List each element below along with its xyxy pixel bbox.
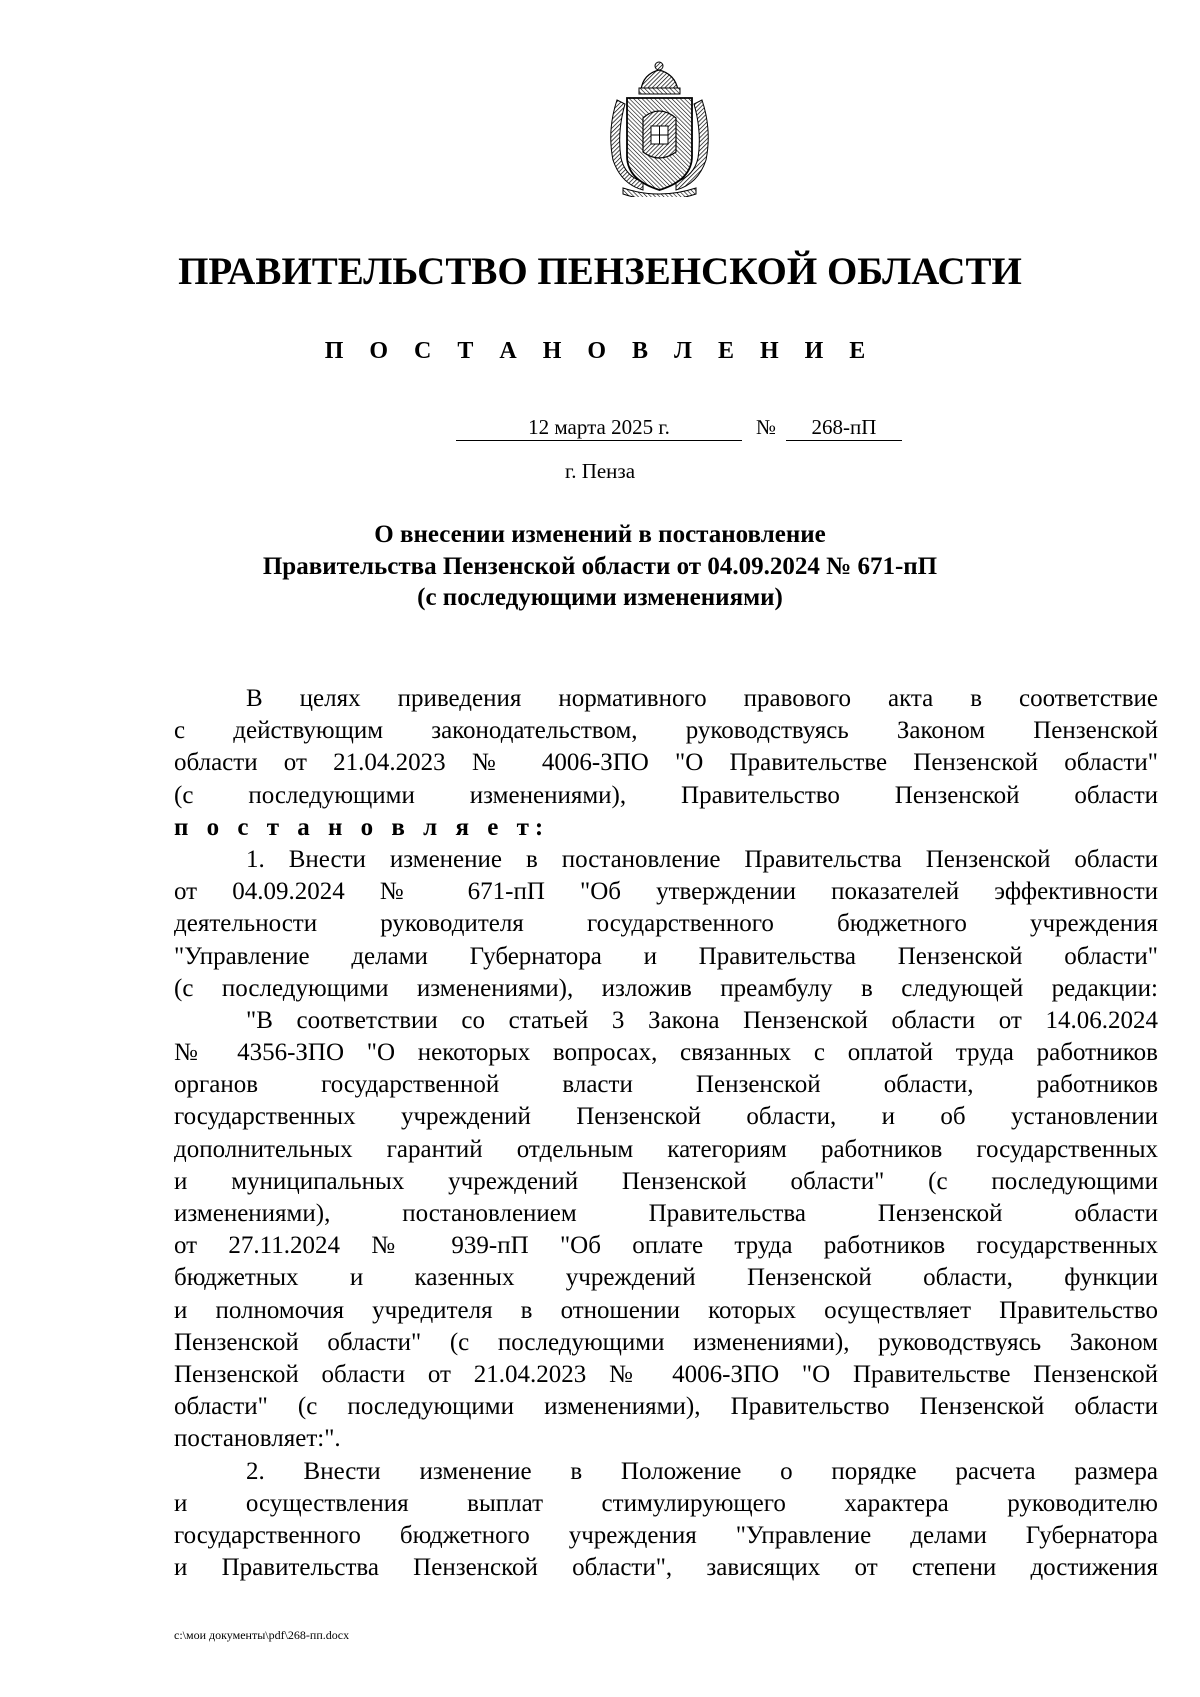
body-line: области" (с последующими изменениями), Правительство Пензенской области (174, 1393, 1158, 1421)
body-line: бюджетных и казенных учреждений Пензенской области, функции (174, 1264, 1158, 1292)
body-line: области от 21.04.2023 № 4006-ЗПО "О Правительстве Пензенской области" (174, 749, 1158, 777)
body-line: изменениями), постановлением Правительства Пензенской области (174, 1200, 1158, 1227)
body-line: органов государственной власти Пензенской области, работников (174, 1071, 1158, 1099)
body-line: государственного бюджетного учреждения "Управление делами Губернатора (174, 1521, 1158, 1549)
number-sign: № (755, 415, 777, 439)
document-type: П О С Т А Н О В Л Е Н И Е (324, 338, 876, 364)
body-line: (с последующими изменениями), Правительство Пензенской области (174, 781, 1158, 809)
subject-line: Правительства Пензенской области от 04.09.2024 № 671-пП (262, 552, 938, 580)
body-line: и полномочия учредителя в отношении которых осуществляет Правительство (174, 1296, 1158, 1324)
body-line: "Управление делами Губернатора и Правительства Пензенской области" (174, 942, 1158, 970)
body-line: и муниципальных учреждений Пензенской области" (с последующими (174, 1167, 1158, 1195)
body-line: Пензенской области от 21.04.2023 № 4006-ЗПО "О Правительстве Пензенской (174, 1360, 1158, 1388)
organization-title: ПРАВИТЕЛЬСТВО ПЕНЗЕНСКОЙ ОБЛАСТИ (178, 250, 1022, 293)
body-line: государственных учреждений Пензенской области, и об установлении (174, 1103, 1158, 1131)
body-line: деятельности руководителя государственного бюджетного учреждения (174, 910, 1158, 938)
body-line: "В соответствии со статьей 3 Закона Пензенской области от 14.06.2024 (246, 1006, 1158, 1034)
document-date: 12 марта 2025 г. (456, 412, 742, 441)
body-line: № 4356-ЗПО "О некоторых вопросах, связанных с оплатой труда работников (174, 1039, 1158, 1067)
subject-line: О внесении изменений в постановление (374, 521, 826, 548)
document-subject (0, 519, 1200, 614)
subject-line: (с последующими изменениями) (417, 584, 783, 611)
body-line: дополнительных гарантий отдельным категориям работников государственных (174, 1135, 1158, 1163)
resolves-word: п о с т а н о в л я е т: (174, 813, 550, 841)
document-body (174, 683, 1158, 1584)
body-line: (с последующими изменениями), изложив преамбулу в следующей редакции: (174, 974, 1158, 1002)
body-line: от 04.09.2024 № 671-пП "Об утверждении показателей эффективности (174, 878, 1158, 906)
body-line: постановляет:". (174, 1425, 341, 1453)
body-line: от 27.11.2024 № 939-пП "Об оплате труда работников государственных (174, 1232, 1158, 1260)
penza-coat-of-arms-icon (603, 60, 716, 197)
body-line: Пензенской области" (с последующими изменениями), руководствуясь Законом (174, 1328, 1158, 1356)
body-line: 2. Внести изменение в Положение о порядке расчета размера (246, 1457, 1158, 1485)
body-line: и Правительства Пензенской области", зависящих от степени достижения (174, 1554, 1158, 1582)
body-line: и осуществления выплат стимулирующего характера руководителю (174, 1489, 1158, 1517)
body-line: с действующим законодательством, руководствуясь Законом Пензенской (174, 717, 1158, 745)
date-number-line (0, 412, 1200, 442)
body-line: В целях приведения нормативного правового акта в соответствие (246, 685, 1158, 712)
document-number: 268-пП (786, 412, 902, 441)
city: г. Пенза (564, 459, 636, 483)
file-path-footer: c:\мои документы\pdf\268-пп.docx (174, 1628, 350, 1642)
body-line: 1. Внести изменение в постановление Правительства Пензенской области (246, 845, 1158, 873)
